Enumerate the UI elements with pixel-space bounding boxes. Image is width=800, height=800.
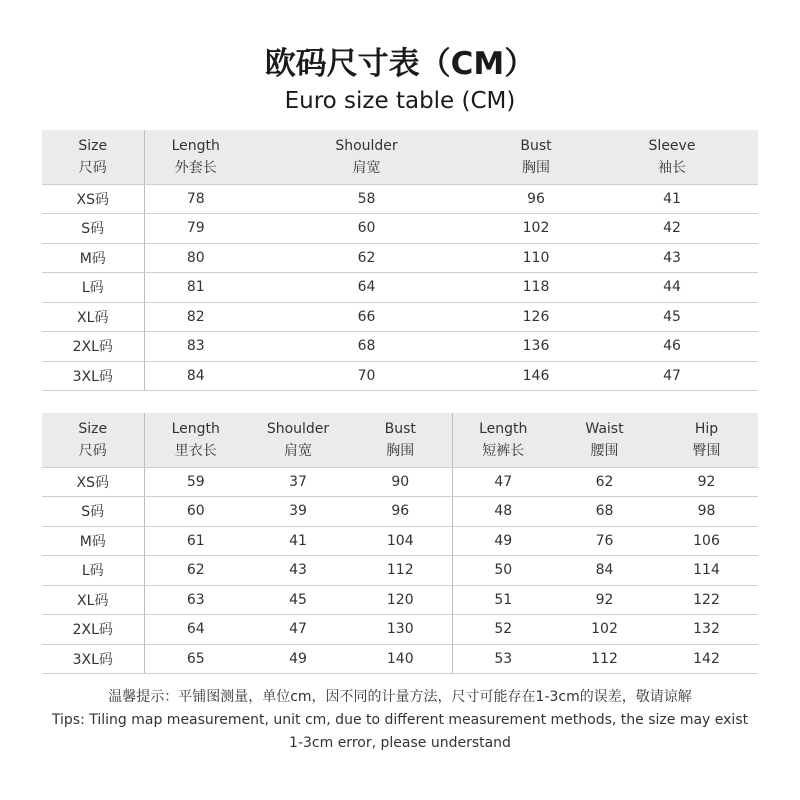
column-header — [586, 130, 758, 184]
value-cell: 64 — [247, 273, 486, 303]
column-header — [452, 413, 554, 467]
value-cell: 39 — [247, 497, 349, 527]
note-cn: 温馨提示：平铺图测量，单位cm，因不同的计量方法，尺寸可能存在1-3cm的误差，敬请谅解 — [108, 689, 692, 705]
value-cell: 130 — [349, 615, 452, 645]
value-cell: 62 — [554, 467, 655, 497]
value-cell: 96 — [486, 184, 586, 214]
size-cell: XS码 — [42, 184, 144, 214]
column-header-cn: 外套长 — [174, 159, 217, 176]
value-cell: 45 — [247, 585, 349, 615]
size-cell: L码 — [42, 273, 144, 303]
value-cell: 83 — [144, 332, 247, 362]
value-cell: 98 — [655, 497, 758, 527]
value-cell: 84 — [144, 361, 247, 391]
value-cell: 43 — [247, 556, 349, 586]
size-cell: M码 — [42, 243, 144, 273]
table-row — [42, 273, 758, 303]
column-header — [554, 413, 655, 467]
value-cell: 47 — [247, 615, 349, 645]
value-cell: 47 — [586, 361, 758, 391]
column-header — [349, 413, 452, 467]
coat-size-table-header — [42, 130, 758, 184]
size-cell: S码 — [42, 214, 144, 244]
value-cell: 82 — [144, 302, 247, 332]
value-cell: 76 — [554, 526, 655, 556]
column-header-en: Hip — [694, 420, 719, 437]
table-row — [42, 467, 758, 497]
value-cell: 62 — [247, 243, 486, 273]
value-cell: 90 — [349, 467, 452, 497]
coat-size-table — [42, 130, 758, 391]
table-row — [42, 556, 758, 586]
value-cell: 102 — [486, 214, 586, 244]
header-row — [42, 130, 758, 184]
column-header-cn: 臀围 — [692, 442, 721, 459]
size-cell: L码 — [42, 556, 144, 586]
value-cell: 41 — [247, 526, 349, 556]
value-cell: 96 — [349, 497, 452, 527]
value-cell: 142 — [655, 644, 758, 674]
table-row — [42, 615, 758, 645]
value-cell: 60 — [144, 497, 247, 527]
value-cell: 37 — [247, 467, 349, 497]
value-cell: 122 — [655, 585, 758, 615]
column-header-cn: 里衣长 — [174, 442, 217, 459]
column-header-cn: 尺码 — [78, 159, 107, 176]
value-cell: 44 — [586, 273, 758, 303]
column-header-cn: 袖长 — [658, 159, 686, 176]
value-cell: 102 — [554, 615, 655, 645]
value-cell: 64 — [144, 615, 247, 645]
value-cell: 110 — [486, 243, 586, 273]
value-cell: 79 — [144, 214, 247, 244]
size-cell: 2XL码 — [42, 332, 144, 362]
value-cell: 58 — [247, 184, 486, 214]
value-cell: 136 — [486, 332, 586, 362]
value-cell: 49 — [452, 526, 554, 556]
column-header-en: Bust — [384, 420, 416, 437]
value-cell: 68 — [247, 332, 486, 362]
column-header-cn: 腰围 — [590, 442, 619, 459]
column-header — [486, 130, 586, 184]
size-cell: S码 — [42, 497, 144, 527]
value-cell: 49 — [247, 644, 349, 674]
value-cell: 106 — [655, 526, 758, 556]
column-header-en: Size — [78, 420, 108, 437]
set-size-table-body — [42, 467, 758, 674]
value-cell: 81 — [144, 273, 247, 303]
value-cell: 42 — [586, 214, 758, 244]
column-header-en: Waist — [585, 420, 624, 437]
table-row — [42, 361, 758, 391]
table-row — [42, 184, 758, 214]
column-header-en: Size — [78, 137, 108, 154]
value-cell: 92 — [655, 467, 758, 497]
column-header — [42, 413, 144, 467]
value-cell: 132 — [655, 615, 758, 645]
page-title-en: Euro size table (CM) — [284, 88, 516, 114]
column-header — [247, 413, 349, 467]
value-cell: 118 — [486, 273, 586, 303]
column-header — [144, 130, 247, 184]
header-row — [42, 413, 758, 467]
size-cell: 3XL码 — [42, 361, 144, 391]
column-header-en: Sleeve — [648, 137, 696, 154]
value-cell: 80 — [144, 243, 247, 273]
size-cell: XL码 — [42, 585, 144, 615]
column-header — [42, 130, 144, 184]
value-cell: 43 — [586, 243, 758, 273]
column-header-cn: 尺码 — [78, 442, 107, 459]
column-header-cn: 肩宽 — [352, 159, 381, 176]
column-header-en: Length — [171, 420, 220, 437]
measurement-notes — [0, 686, 800, 755]
table-row — [42, 644, 758, 674]
value-cell: 51 — [452, 585, 554, 615]
set-size-table — [42, 413, 758, 674]
size-cell: 2XL码 — [42, 615, 144, 645]
value-cell: 45 — [586, 302, 758, 332]
table-row — [42, 332, 758, 362]
column-header — [247, 130, 486, 184]
value-cell: 112 — [349, 556, 452, 586]
value-cell: 53 — [452, 644, 554, 674]
size-cell: M码 — [42, 526, 144, 556]
value-cell: 65 — [144, 644, 247, 674]
column-header-en: Shoulder — [335, 137, 398, 154]
value-cell: 120 — [349, 585, 452, 615]
table-row — [42, 302, 758, 332]
table-row — [42, 214, 758, 244]
column-header-en: Bust — [520, 137, 552, 154]
value-cell: 60 — [247, 214, 486, 244]
value-cell: 112 — [554, 644, 655, 674]
value-cell: 66 — [247, 302, 486, 332]
table-row — [42, 526, 758, 556]
column-header-cn: 胸围 — [386, 442, 415, 459]
value-cell: 126 — [486, 302, 586, 332]
value-cell: 114 — [655, 556, 758, 586]
table-row — [42, 585, 758, 615]
size-cell: XS码 — [42, 467, 144, 497]
table-row — [42, 497, 758, 527]
set-size-table-header — [42, 413, 758, 467]
value-cell: 61 — [144, 526, 247, 556]
value-cell: 59 — [144, 467, 247, 497]
value-cell: 84 — [554, 556, 655, 586]
value-cell: 104 — [349, 526, 452, 556]
value-cell: 52 — [452, 615, 554, 645]
column-header-en: Length — [171, 137, 220, 154]
value-cell: 146 — [486, 361, 586, 391]
size-cell: 3XL码 — [42, 644, 144, 674]
column-header — [144, 413, 247, 467]
value-cell: 46 — [586, 332, 758, 362]
column-header — [655, 413, 758, 467]
column-header-cn: 胸围 — [522, 159, 550, 176]
value-cell: 78 — [144, 184, 247, 214]
value-cell: 140 — [349, 644, 452, 674]
note-en: Tips: Tiling map measurement, unit cm, due to different measurement methods, the size may exist 1-3cm error, please understand — [51, 712, 749, 751]
value-cell: 41 — [586, 184, 758, 214]
value-cell: 70 — [247, 361, 486, 391]
column-header-cn: 肩宽 — [284, 442, 312, 459]
column-header-en: Shoulder — [266, 420, 330, 437]
value-cell: 63 — [144, 585, 247, 615]
column-header-en: Length — [479, 420, 528, 437]
value-cell: 62 — [144, 556, 247, 586]
value-cell: 50 — [452, 556, 554, 586]
size-cell: XL码 — [42, 302, 144, 332]
value-cell: 48 — [452, 497, 554, 527]
value-cell: 47 — [452, 467, 554, 497]
column-header-cn: 短裤长 — [482, 442, 525, 459]
page-title-cn: 欧码尺寸表（CM） — [264, 46, 536, 82]
coat-size-table-body — [42, 184, 758, 391]
value-cell: 92 — [554, 585, 655, 615]
value-cell: 68 — [554, 497, 655, 527]
table-row — [42, 243, 758, 273]
